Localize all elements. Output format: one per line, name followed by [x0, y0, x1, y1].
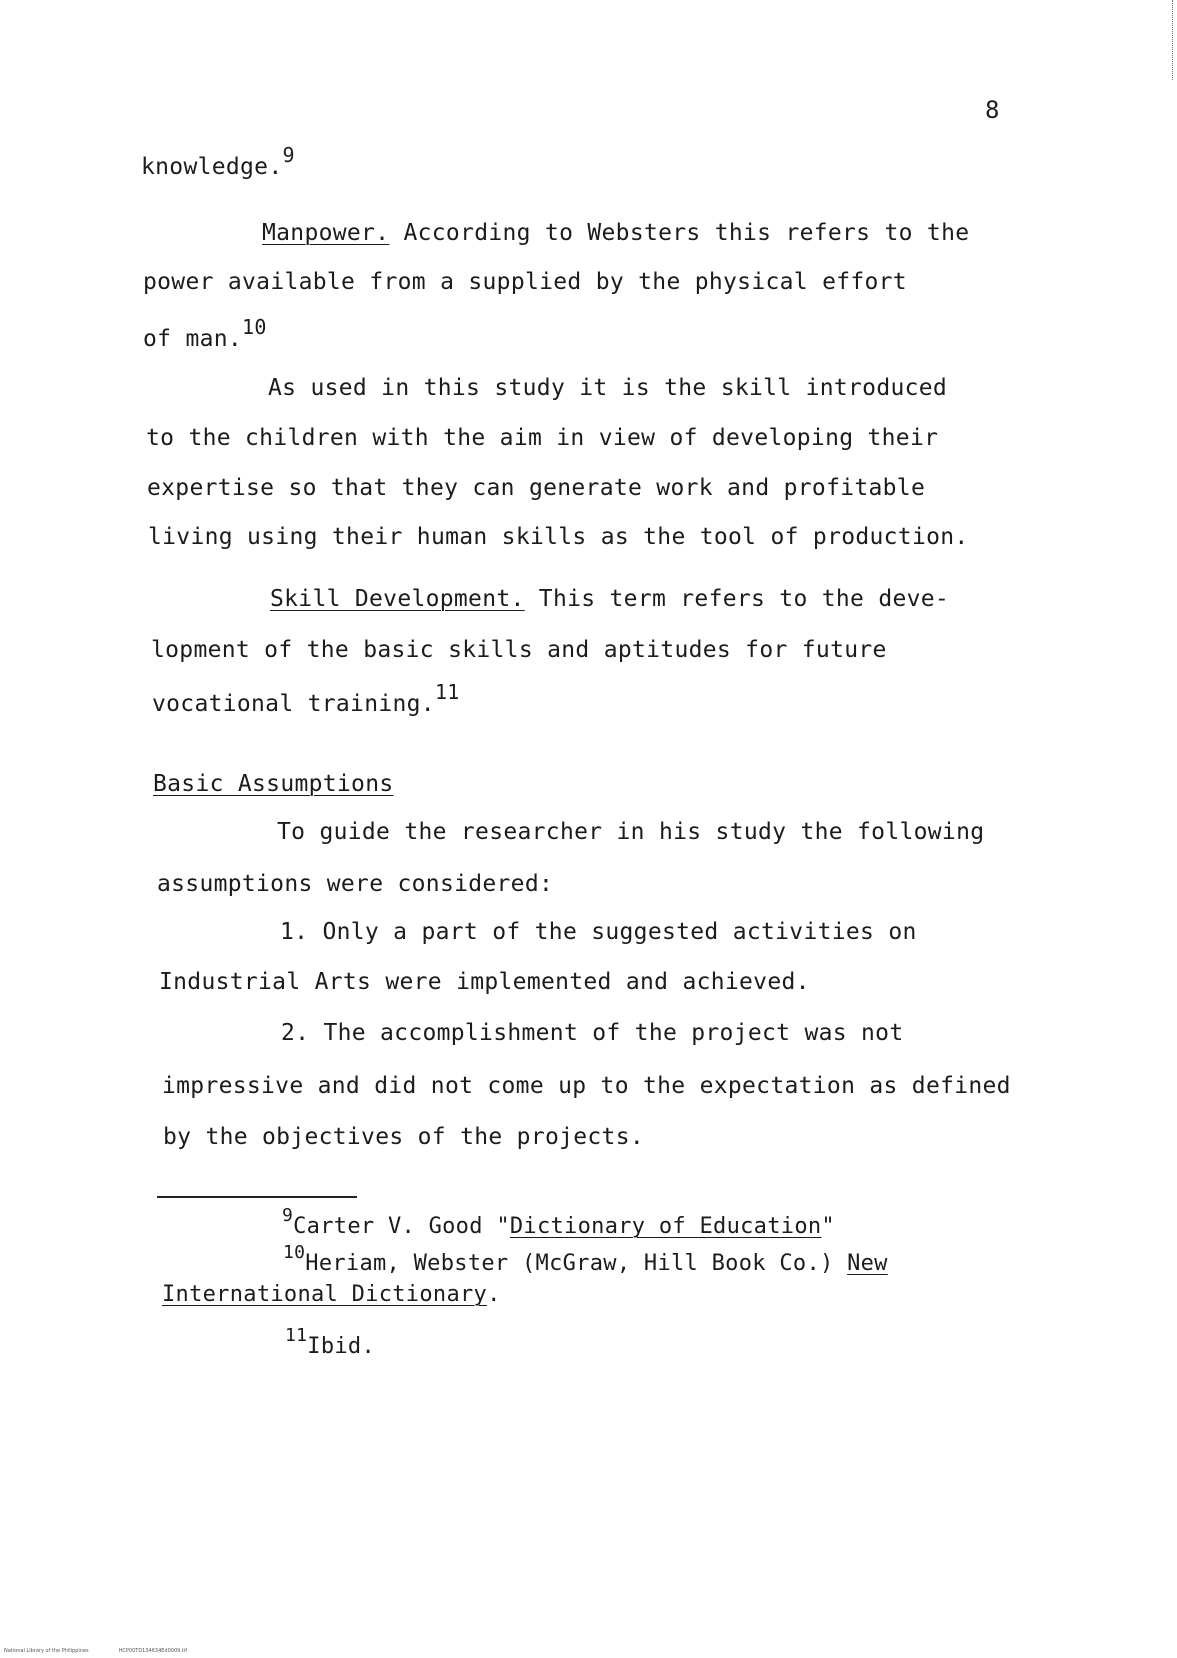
skill-line-3 [152, 680, 460, 718]
manpower-line-1 [262, 219, 969, 247]
manpower-line-2: power available from a supplied by the physical effort [143, 269, 907, 295]
file-id: HCP00TD134634Ed0009.tif [118, 1648, 188, 1654]
text: " [821, 1214, 835, 1239]
book-title: New [847, 1251, 888, 1276]
footnote-number: 10 [283, 1242, 306, 1263]
footnote-ref-9: 9 [282, 143, 295, 167]
section-heading: Basic Assumptions [153, 771, 394, 797]
footnote-number: 11 [285, 1325, 308, 1346]
book-title: Dictionary of Education [509, 1214, 822, 1239]
footnote-9 [282, 1205, 835, 1242]
as-used-line-4: living using their human skills as the tool of production. [148, 524, 969, 550]
scan-footer [4, 1648, 217, 1654]
text: This term refers to the deve- [524, 586, 950, 612]
footnote-10-line-1 [283, 1242, 888, 1279]
footnote-11 [285, 1325, 376, 1362]
assumption-2-line-1: 2. The accomplishment of the project was not [281, 1020, 904, 1046]
footnote-ref-11: 11 [434, 680, 460, 704]
skill-line-1 [270, 585, 949, 613]
text: Ibid. [307, 1334, 376, 1359]
assumption-1-line-2: Industrial Arts were implemented and achieved. [159, 969, 810, 995]
assumptions-intro-1: To guide the researcher in his study the following [277, 819, 985, 845]
term-manpower: Manpower. [262, 220, 390, 246]
text: Heriam, Webster (McGraw, Hill Book Co.) [305, 1251, 848, 1276]
assumptions-intro-2: assumptions were considered: [157, 871, 554, 897]
assumption-2-line-2: impressive and did not come up to the expectation as defined [162, 1073, 1011, 1099]
text: Carter V. Good " [293, 1214, 510, 1239]
assumption-1-line-1: 1. Only a part of the suggested activities on [280, 919, 917, 945]
text: of man. [143, 326, 243, 352]
footnote-ref-10: 10 [242, 315, 267, 339]
continuation-line [141, 143, 295, 181]
text: vocational training. [152, 691, 435, 717]
manpower-line-3 [143, 315, 267, 353]
book-title: International Dictionary [162, 1282, 488, 1307]
term-skill-development: Skill Development. [270, 586, 525, 612]
library-label: National Library of the Philippines [4, 1648, 89, 1654]
as-used-line-3: expertise so that they can generate work and profitable [147, 475, 926, 501]
scan-edge [1170, 0, 1173, 80]
text: knowledge. [141, 154, 283, 180]
as-used-line-2: to the children with the aim in view of developing their [146, 425, 939, 451]
footnote-number: 9 [282, 1205, 294, 1226]
text: According to Websters this refers to the [389, 220, 970, 246]
text: . [487, 1282, 501, 1307]
footnote-10-line-2 [162, 1281, 501, 1309]
page-number: 8 [985, 96, 1000, 124]
skill-line-2: lopment of the basic skills and aptitudes for future [151, 637, 887, 663]
as-used-line-1: As used in this study it is the skill introduced [268, 375, 948, 401]
assumption-2-line-3: by the objectives of the projects. [163, 1124, 645, 1150]
footnote-divider [157, 1196, 357, 1198]
